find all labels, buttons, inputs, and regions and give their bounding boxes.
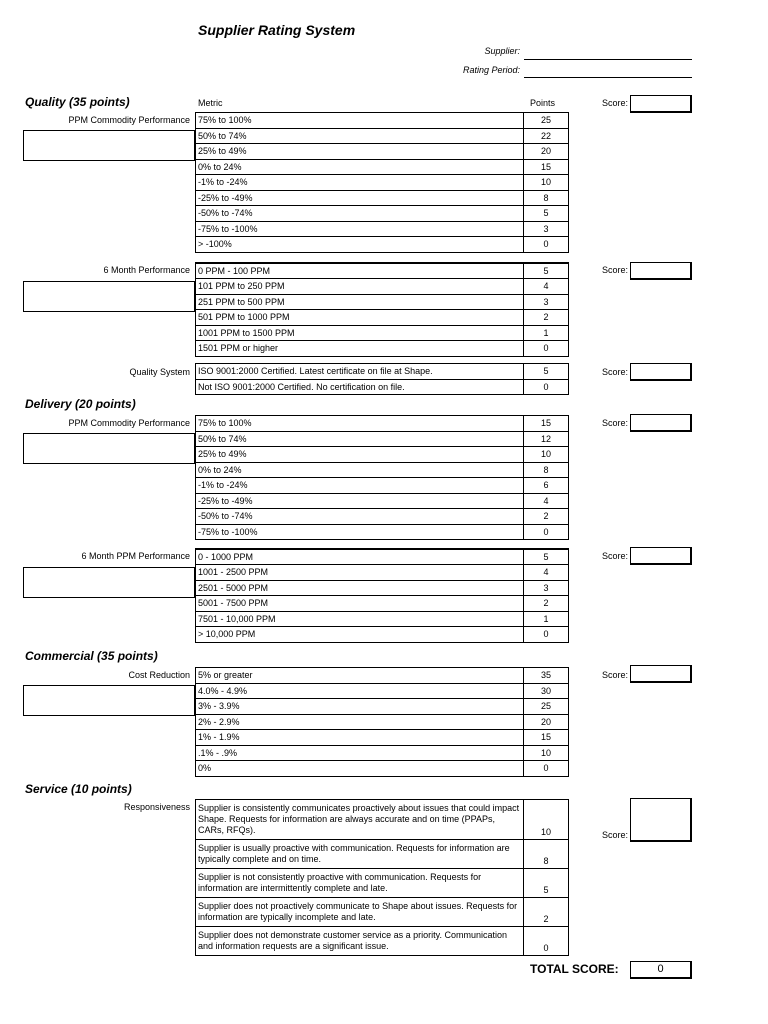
metric-cell: -25% to -49% — [196, 190, 524, 206]
table-row — [196, 364, 569, 380]
metric-cell: 501 PPM to 1000 PPM — [196, 310, 524, 326]
comment-box-delivery-6month[interactable] — [23, 567, 195, 598]
points-cell: 25 — [524, 113, 569, 129]
score-box-responsiveness[interactable] — [630, 798, 692, 842]
table-row — [196, 800, 569, 840]
points-cell: 0 — [524, 761, 569, 777]
table-row — [196, 128, 569, 144]
supplier-label: Supplier: — [484, 46, 520, 56]
points-cell: 8 — [524, 190, 569, 206]
metric-cell: 101 PPM to 250 PPM — [196, 279, 524, 295]
table-row — [196, 341, 569, 357]
category-label-quality-system: Quality System — [129, 367, 190, 377]
score-label: Score: — [601, 670, 628, 680]
points-cell: 35 — [524, 668, 569, 684]
points-cell: 20 — [524, 144, 569, 160]
comment-box-cost-reduction[interactable] — [23, 685, 195, 716]
table-row — [196, 190, 569, 206]
total-score-value: 0 — [630, 961, 692, 979]
metric-cell: 25% to 49% — [196, 144, 524, 160]
score-label: Score: — [601, 265, 628, 275]
points-cell: 25 — [524, 699, 569, 715]
points-cell: 2 — [524, 509, 569, 525]
column-header-points: Points — [530, 98, 556, 108]
metric-table-responsiveness — [195, 799, 569, 956]
points-cell: 4 — [524, 565, 569, 581]
page-title: Supplier Rating System — [198, 22, 356, 38]
table-row — [196, 627, 569, 643]
table-row — [196, 509, 569, 525]
table-row — [196, 237, 569, 253]
score-box-delivery-ppm[interactable] — [630, 414, 692, 432]
table-row — [196, 699, 569, 715]
section-title-service: Service (10 points) — [25, 782, 132, 796]
table-row — [196, 596, 569, 612]
metric-cell: Not ISO 9001:2000 Certified. No certification on file. — [196, 379, 524, 395]
table-row — [196, 221, 569, 237]
table-row — [196, 478, 569, 494]
table-row — [196, 869, 569, 898]
table-row — [196, 668, 569, 684]
comment-box-quality-ppm[interactable] — [23, 130, 195, 161]
table-row — [196, 565, 569, 581]
score-box-delivery-6month[interactable] — [630, 547, 692, 565]
metric-cell: -75% to -100% — [196, 221, 524, 237]
table-row — [196, 730, 569, 746]
metric-cell: -50% to -74% — [196, 509, 524, 525]
metric-cell: 0% — [196, 761, 524, 777]
points-cell: 6 — [524, 478, 569, 494]
category-label-responsiveness: Responsiveness — [123, 802, 190, 812]
metric-cell: 251 PPM to 500 PPM — [196, 294, 524, 310]
category-label-quality-6month: 6 Month Performance — [103, 265, 190, 275]
table-row — [196, 159, 569, 175]
score-label: Score: — [601, 551, 628, 561]
category-label-cost-reduction: Cost Reduction — [128, 670, 190, 680]
points-cell: 0 — [524, 237, 569, 253]
metric-table-quality-system — [195, 363, 569, 395]
metric-cell: 4.0% - 4.9% — [196, 683, 524, 699]
metric-cell: 50% to 74% — [196, 431, 524, 447]
table-row — [196, 263, 569, 279]
metric-cell: 7501 - 10,000 PPM — [196, 611, 524, 627]
points-cell: 0 — [524, 927, 569, 956]
table-row — [196, 416, 569, 432]
metric-cell: .1% - .9% — [196, 745, 524, 761]
table-row — [196, 580, 569, 596]
table-row — [196, 113, 569, 129]
table-row — [196, 310, 569, 326]
metric-cell: 1001 PPM to 1500 PPM — [196, 325, 524, 341]
points-cell: 20 — [524, 714, 569, 730]
points-cell: 5 — [524, 206, 569, 222]
category-label-quality-ppm: PPM Commodity Performance — [68, 115, 190, 125]
score-box-cost-reduction[interactable] — [630, 665, 692, 683]
table-row — [196, 714, 569, 730]
table-row — [196, 493, 569, 509]
metric-cell: 1001 - 2500 PPM — [196, 565, 524, 581]
table-row — [196, 294, 569, 310]
table-row — [196, 683, 569, 699]
metric-cell: 0 PPM - 100 PPM — [196, 263, 524, 279]
points-cell: 0 — [524, 341, 569, 357]
metric-cell: Supplier is not consistently proactive with communication. Requests for information are intermittently complete and late. — [196, 869, 524, 898]
score-label: Score: — [601, 418, 628, 428]
points-cell: 2 — [524, 596, 569, 612]
table-row — [196, 325, 569, 341]
metric-cell: -25% to -49% — [196, 493, 524, 509]
points-cell: 8 — [524, 840, 569, 869]
total-score-label: TOTAL SCORE: — [530, 962, 619, 976]
table-row — [196, 431, 569, 447]
points-cell: 0 — [524, 627, 569, 643]
score-label: Score: — [601, 367, 628, 377]
points-cell: 1 — [524, 611, 569, 627]
metric-table-delivery-6month — [195, 548, 569, 643]
metric-cell: 1501 PPM or higher — [196, 341, 524, 357]
table-row — [196, 462, 569, 478]
points-cell: 0 — [524, 524, 569, 540]
metric-cell: 5% or greater — [196, 668, 524, 684]
table-row — [196, 761, 569, 777]
rating-period-label: Rating Period: — [462, 65, 520, 75]
category-label-delivery-ppm: PPM Commodity Performance — [68, 418, 190, 428]
table-row — [196, 611, 569, 627]
points-cell: 15 — [524, 416, 569, 432]
metric-table-delivery-ppm — [195, 415, 569, 540]
table-row — [196, 524, 569, 540]
points-cell: 3 — [524, 294, 569, 310]
metric-cell: 5001 - 7500 PPM — [196, 596, 524, 612]
column-header-metric: Metric — [198, 98, 223, 108]
points-cell: 5 — [524, 364, 569, 380]
metric-cell: 0% to 24% — [196, 159, 524, 175]
metric-table-cost-reduction — [195, 667, 569, 777]
metric-cell: Supplier does not demonstrate customer service as a priority. Communication and information requests are a significant issue. — [196, 927, 524, 956]
points-cell: 8 — [524, 462, 569, 478]
section-title-commercial: Commercial (35 points) — [25, 649, 158, 663]
points-cell: 4 — [524, 493, 569, 509]
metric-cell: ISO 9001:2000 Certified. Latest certificate on file at Shape. — [196, 364, 524, 380]
metric-cell: 1% - 1.9% — [196, 730, 524, 746]
points-cell: 4 — [524, 279, 569, 295]
metric-cell: -1% to -24% — [196, 175, 524, 191]
metric-cell: 2% - 2.9% — [196, 714, 524, 730]
points-cell: 5 — [524, 869, 569, 898]
metric-cell: 75% to 100% — [196, 416, 524, 432]
metric-cell: -1% to -24% — [196, 478, 524, 494]
points-cell: 30 — [524, 683, 569, 699]
metric-cell: 3% - 3.9% — [196, 699, 524, 715]
metric-cell: > 10,000 PPM — [196, 627, 524, 643]
points-cell: 15 — [524, 730, 569, 746]
metric-cell: 75% to 100% — [196, 113, 524, 129]
metric-cell: 25% to 49% — [196, 447, 524, 463]
score-box-quality-system[interactable] — [630, 363, 692, 381]
points-cell: 5 — [524, 549, 569, 565]
metric-cell: -75% to -100% — [196, 524, 524, 540]
table-row — [196, 206, 569, 222]
metric-cell: -50% to -74% — [196, 206, 524, 222]
points-cell: 2 — [524, 310, 569, 326]
metric-cell: 0 - 1000 PPM — [196, 549, 524, 565]
table-row — [196, 840, 569, 869]
table-row — [196, 379, 569, 395]
points-cell: 2 — [524, 898, 569, 927]
supplier-field[interactable] — [524, 47, 692, 60]
table-row — [196, 144, 569, 160]
metric-cell: Supplier is usually proactive with communication. Requests for information are typically complete and on time. — [196, 840, 524, 869]
points-cell: 10 — [524, 745, 569, 761]
points-cell: 22 — [524, 128, 569, 144]
points-cell: 10 — [524, 447, 569, 463]
score-box-quality-6month[interactable] — [630, 262, 692, 280]
points-cell: 10 — [524, 800, 569, 840]
table-row — [196, 279, 569, 295]
points-cell: 12 — [524, 431, 569, 447]
metric-cell: > -100% — [196, 237, 524, 253]
table-row — [196, 927, 569, 956]
metric-cell: 50% to 74% — [196, 128, 524, 144]
points-cell: 1 — [524, 325, 569, 341]
points-cell: 5 — [524, 263, 569, 279]
metric-cell: Supplier is consistently communicates proactively about issues that could impact Shape. Requests for information are always accurate and on time (PPAPs, CARs, RFQs). — [196, 800, 524, 840]
metric-cell: 2501 - 5000 PPM — [196, 580, 524, 596]
points-cell: 15 — [524, 159, 569, 175]
comment-box-quality-6month[interactable] — [23, 281, 195, 312]
category-label-delivery-6month: 6 Month PPM Performance — [81, 551, 190, 561]
table-row — [196, 175, 569, 191]
table-row — [196, 447, 569, 463]
section-title-delivery: Delivery (20 points) — [25, 397, 136, 411]
section-title-quality: Quality (35 points) — [25, 95, 130, 109]
metric-table-quality-6month — [195, 262, 569, 357]
comment-box-delivery-ppm[interactable] — [23, 433, 195, 464]
score-label: Score: — [601, 98, 628, 108]
points-cell: 0 — [524, 379, 569, 395]
points-cell: 3 — [524, 221, 569, 237]
score-label: Score: — [601, 830, 628, 840]
rating-period-field[interactable] — [524, 65, 692, 78]
score-box-quality-ppm[interactable] — [630, 95, 692, 113]
points-cell: 3 — [524, 580, 569, 596]
metric-cell: Supplier does not proactively communicate to Shape about issues. Requests for information are typically incomplete and late. — [196, 898, 524, 927]
table-row — [196, 898, 569, 927]
points-cell: 10 — [524, 175, 569, 191]
table-row — [196, 745, 569, 761]
table-row — [196, 549, 569, 565]
metric-table-quality-ppm — [195, 112, 569, 253]
metric-cell: 0% to 24% — [196, 462, 524, 478]
